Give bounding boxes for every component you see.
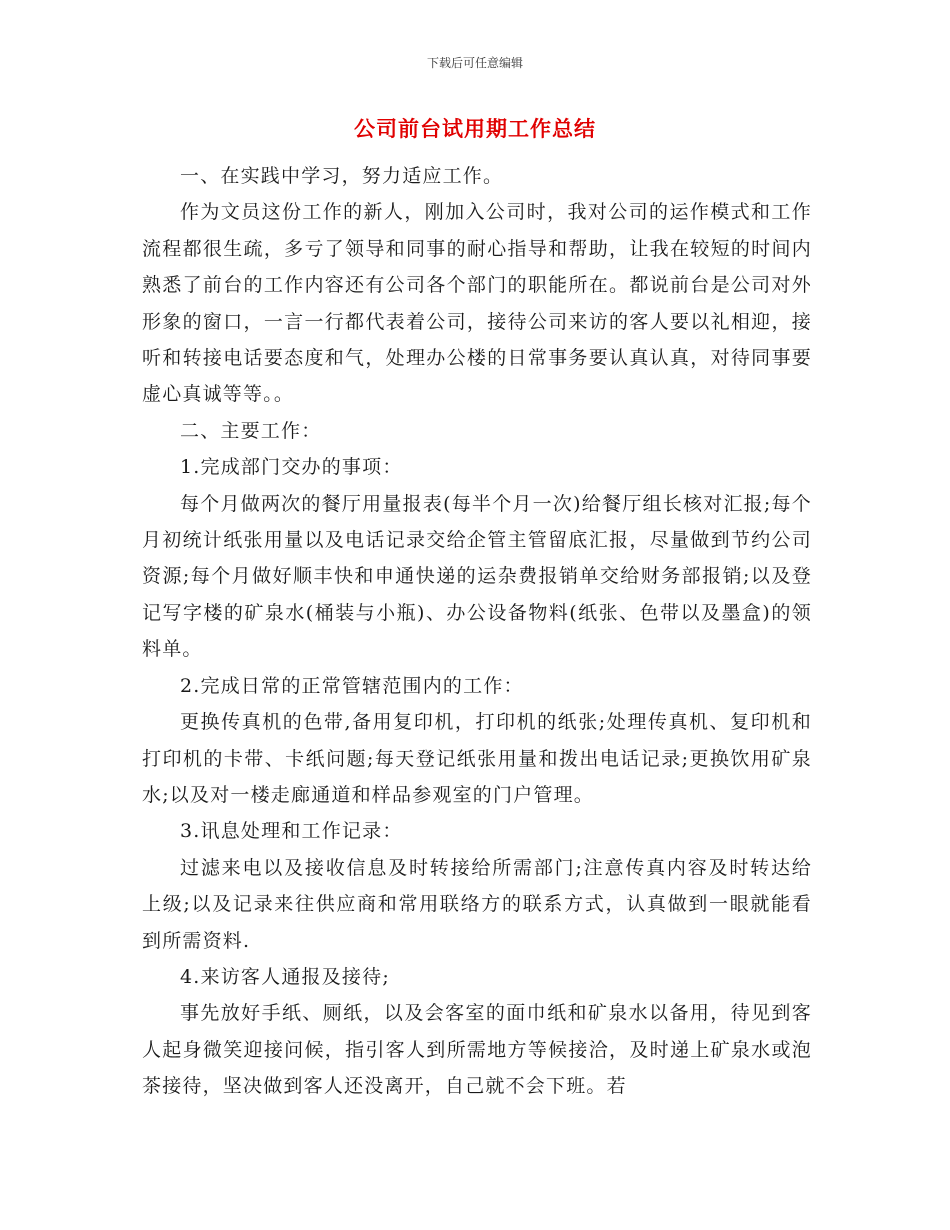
subheading-2: 2.完成日常的正常管辖范围内的工作： [180, 674, 524, 697]
section-heading-1: 一、在实践中学习，努力适应工作。 [180, 165, 504, 187]
document-title: 公司前台试用期工作总结 [354, 117, 596, 141]
paragraph-daily: 更换传真机的色带,备用复印机，打印机的纸张;处理传真机、复印机和打印机的卡带、卡纸问题;每天登记纸张用量和拨出电话记录;更换饮用矿泉水;以及对一楼走廊通道和样品参观室的门户管理。 [142, 711, 812, 806]
paragraph-info: 过滤来电以及接收信息及时转接给所需部门;注意传真内容及时转达给上级;以及记录来往供应商和常用联络方的联系方式，认真做到一眼就能看到所需资料. [142, 856, 812, 952]
subheading-3: 3.讯息处理和工作记录： [180, 820, 403, 843]
paragraph-reception: 事先放好手纸、厕纸，以及会客室的面巾纸和矿泉水以备用，待见到客人起身微笑迎接问候，指引客人到所需地方等候接洽，及时递上矿泉水或泡茶接待，坚决做到客人还没离开，自己就不会下班。若 [142, 1002, 812, 1098]
paragraph-intro: 作为文员这份工作的新人，刚加入公司时，我对公司的运作模式和工作流程都很生疏，多亏了领导和同事的耐心指导和帮助，让我在较短的时间内熟悉了前台的工作内容还有公司各个部门的职能所在。都说前台是公司对外形象的窗口，一言一行都代表着公司，接待公司来访的客人要以礼相迎，接听和转接电话要态度和气，处理办公楼的日常事务要认真认真，对待同事要虚心真诚等等。。 [142, 201, 812, 406]
paragraph-tasks: 每个月做两次的餐厅用量报表(每半个月一次)给餐厅组长核对汇报;每个月初统计纸张用量以及电话记录交给企管主管留底汇报，尽量做到节约公司资源;每个月做好顺丰快和申通快递的运杂费报销单交给财务部报销;以及登记写字楼的矿泉水(桶装与小瓶)、办公设备物料(纸张、色带以及墨盒)的领料单。 [142, 492, 812, 661]
subheading-1: 1.完成部门交办的事项： [180, 456, 403, 479]
header-note: 下载后可任意编辑 [426, 56, 523, 70]
document-body [142, 158, 812, 1105]
subheading-4: 4.来访客人通报及接待; [180, 965, 390, 988]
section-heading-2: 二、主要工作： [180, 419, 322, 442]
